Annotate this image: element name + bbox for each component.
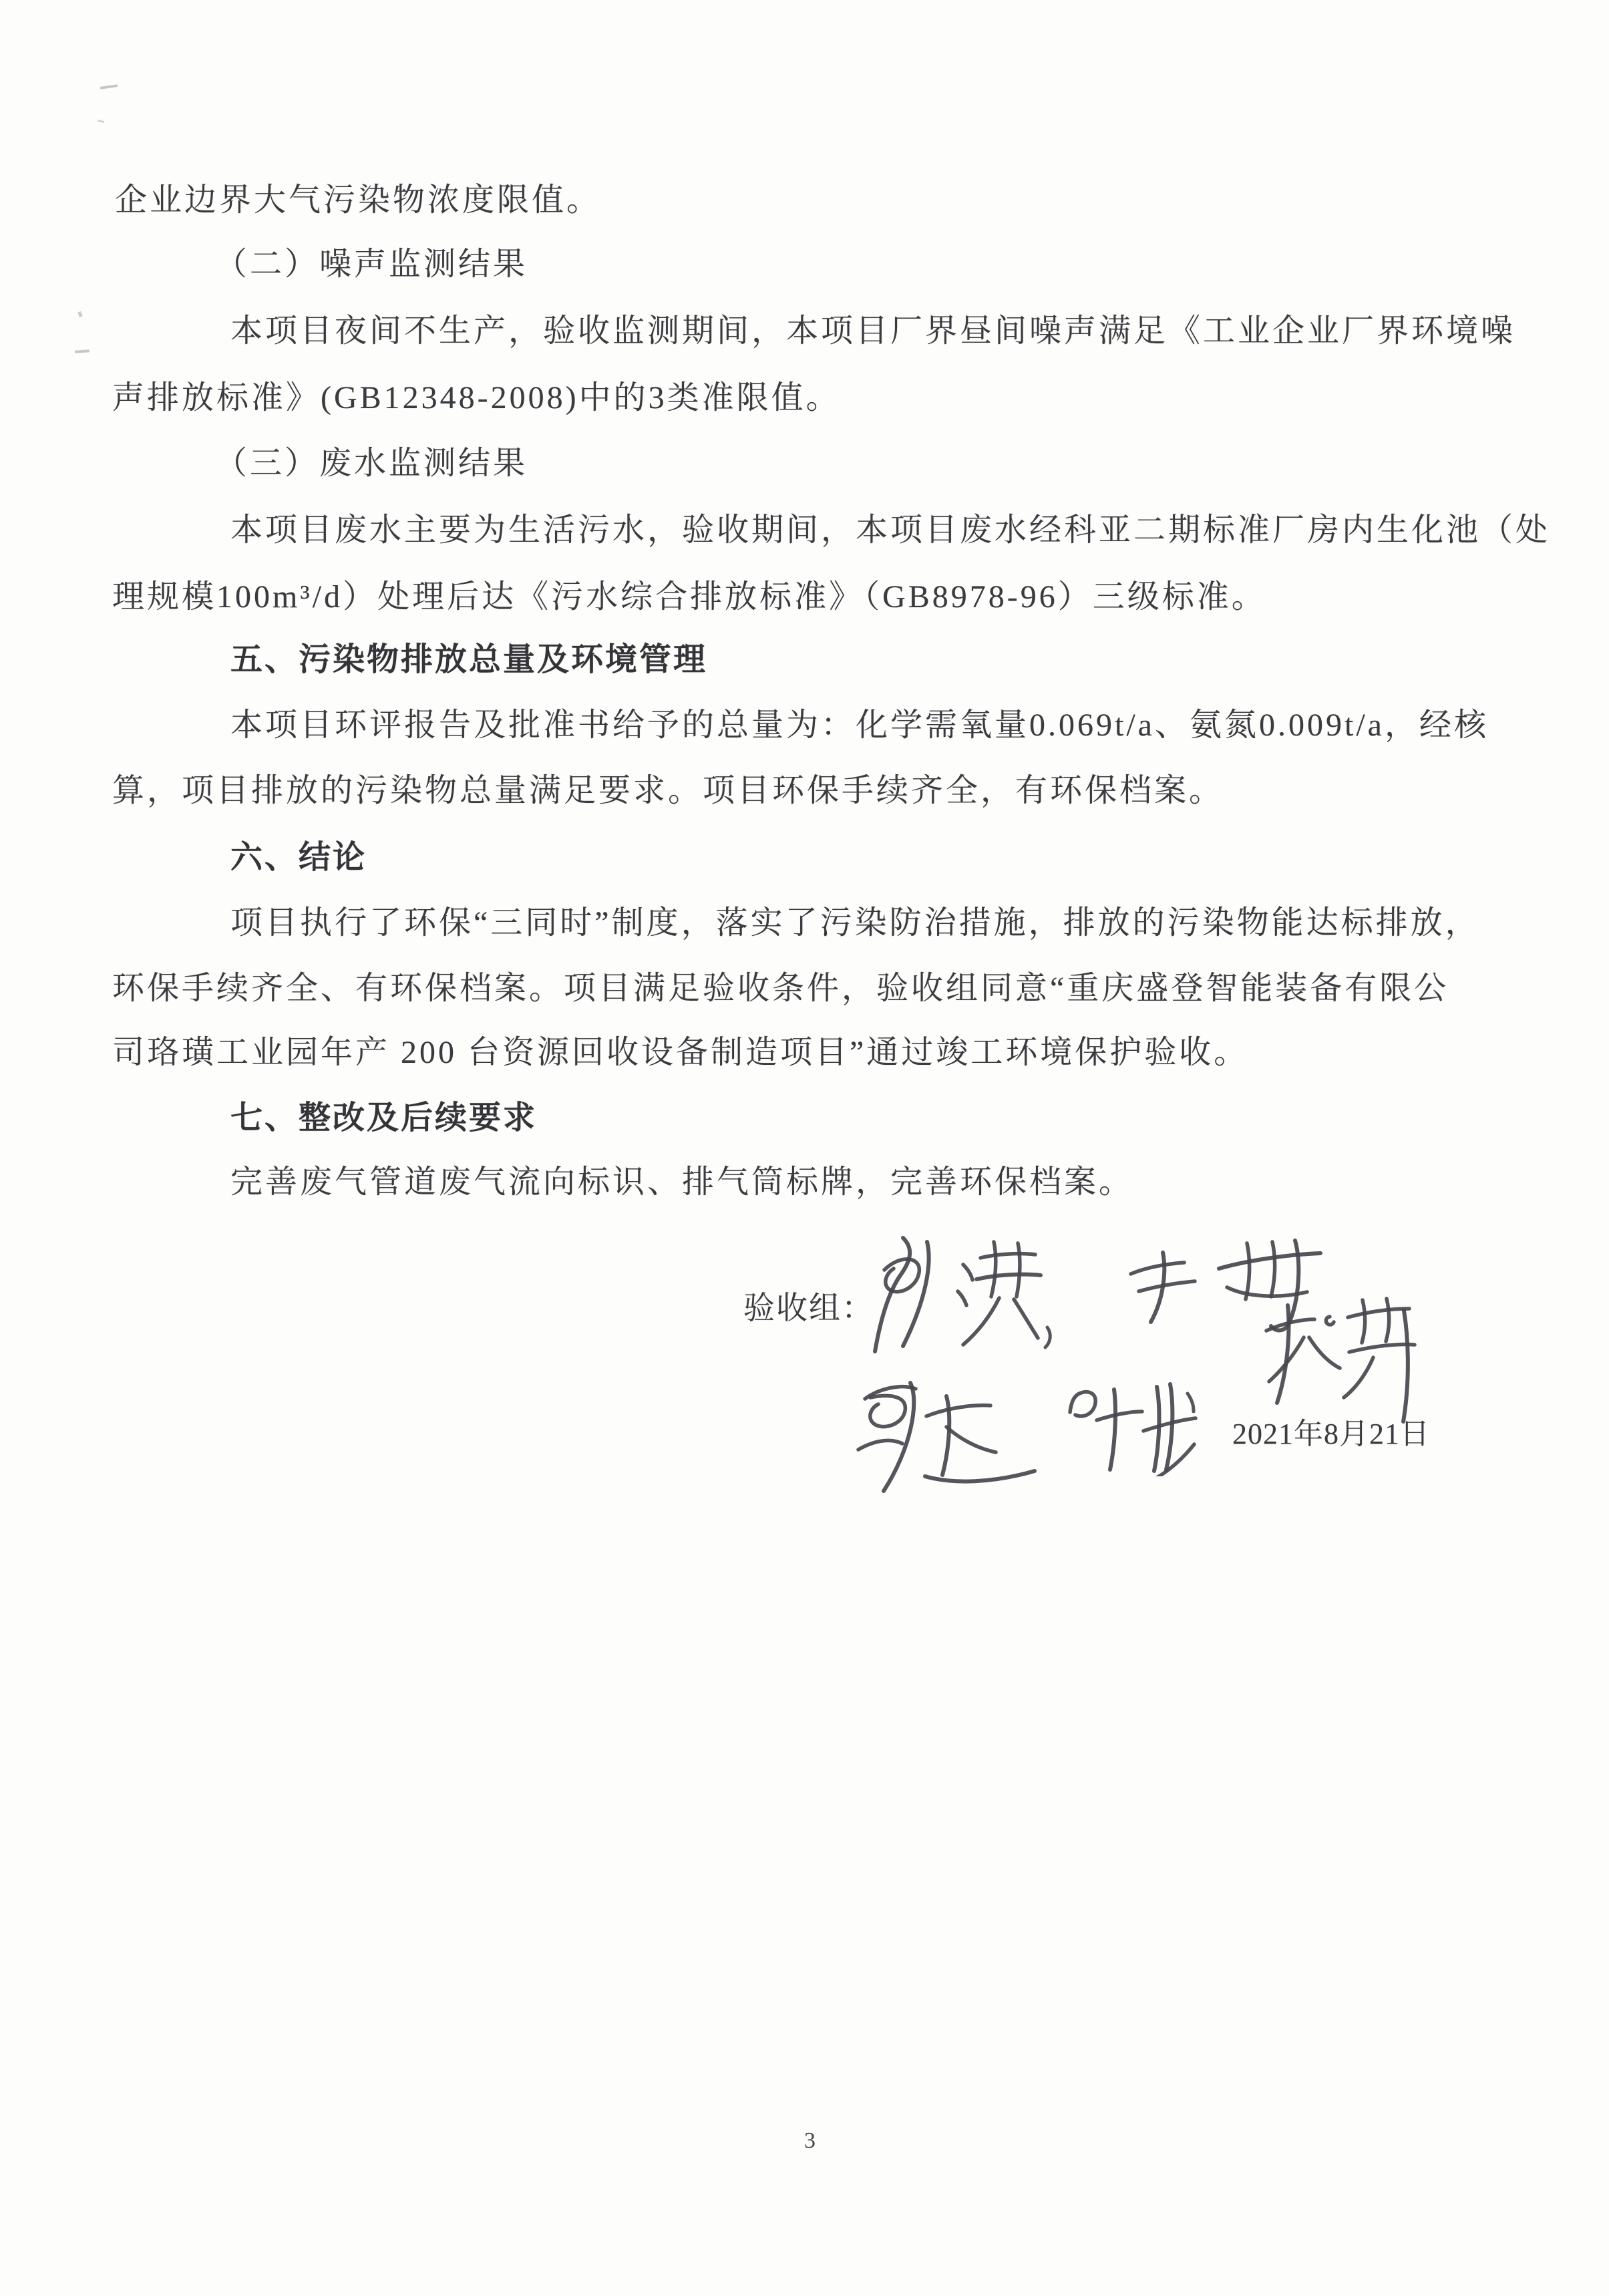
section-heading: 七、整改及后续要求: [230, 1100, 538, 1136]
doc-line: 完善废气管道废气流向标识、排气筒标牌，完善环保档案。: [230, 1164, 1134, 1200]
doc-line: 理规模100m³/d）处理后达《污水综合排放标准》（GB8978-96）三级标准。: [112, 579, 1266, 615]
doc-line: 环保手续齐全、有环保档案。项目满足验收条件，验收组同意“重庆盛登智能装备有限公: [112, 971, 1449, 1006]
handwritten-signature-4: [1055, 1369, 1206, 1476]
handwritten-signature-3: [845, 1368, 1045, 1498]
section-subheading: （二）噪声监测结果: [215, 247, 528, 282]
handwritten-signature-1: [862, 1226, 1055, 1363]
scan-speck: [100, 84, 118, 90]
signature-date: 2021年8月21日: [1232, 1418, 1430, 1450]
doc-line: 本项目夜间不生产，验收监测期间，本项目厂界昼间噪声满足《工业企业厂界环境噪: [230, 313, 1516, 349]
doc-line: 声排放标准》(GB12348-2008)中的3类准限值。: [112, 380, 841, 416]
doc-line: 司珞璜工业园年产 200 台资源回收设备制造项目”通过竣工环境保护验收。: [112, 1035, 1249, 1070]
doc-line: 企业边界大气污染物浓度限值。: [115, 182, 602, 218]
page-number: 3: [804, 2128, 816, 2153]
acceptance-group-label: 验收组：: [743, 1291, 874, 1326]
handwritten-signature-5: [1248, 1289, 1425, 1426]
doc-line: 本项目废水主要为生活污水，验收期间，本项目废水经科亚二期标准厂房内生化池（处: [230, 512, 1551, 548]
section-subheading: （三）废水监测结果: [215, 446, 528, 481]
scan-speck: [98, 120, 104, 123]
doc-line: 项目执行了环保“三同时”制度，落实了污染防治措施，排放的污染物能达标排放，: [230, 905, 1480, 941]
scan-speck: [77, 311, 82, 317]
doc-line: 算，项目排放的污染物总量满足要求。项目环保手续齐全，有环保档案。: [112, 773, 1224, 808]
doc-line: 本项目环评报告及批准书给予的总量为：化学需氧量0.069t/a、氨氮0.009t/a，经核: [230, 707, 1489, 743]
section-heading: 五、污染物排放总量及环境管理: [230, 642, 708, 677]
section-heading: 六、结论: [230, 840, 367, 875]
scan-speck: [75, 349, 90, 353]
